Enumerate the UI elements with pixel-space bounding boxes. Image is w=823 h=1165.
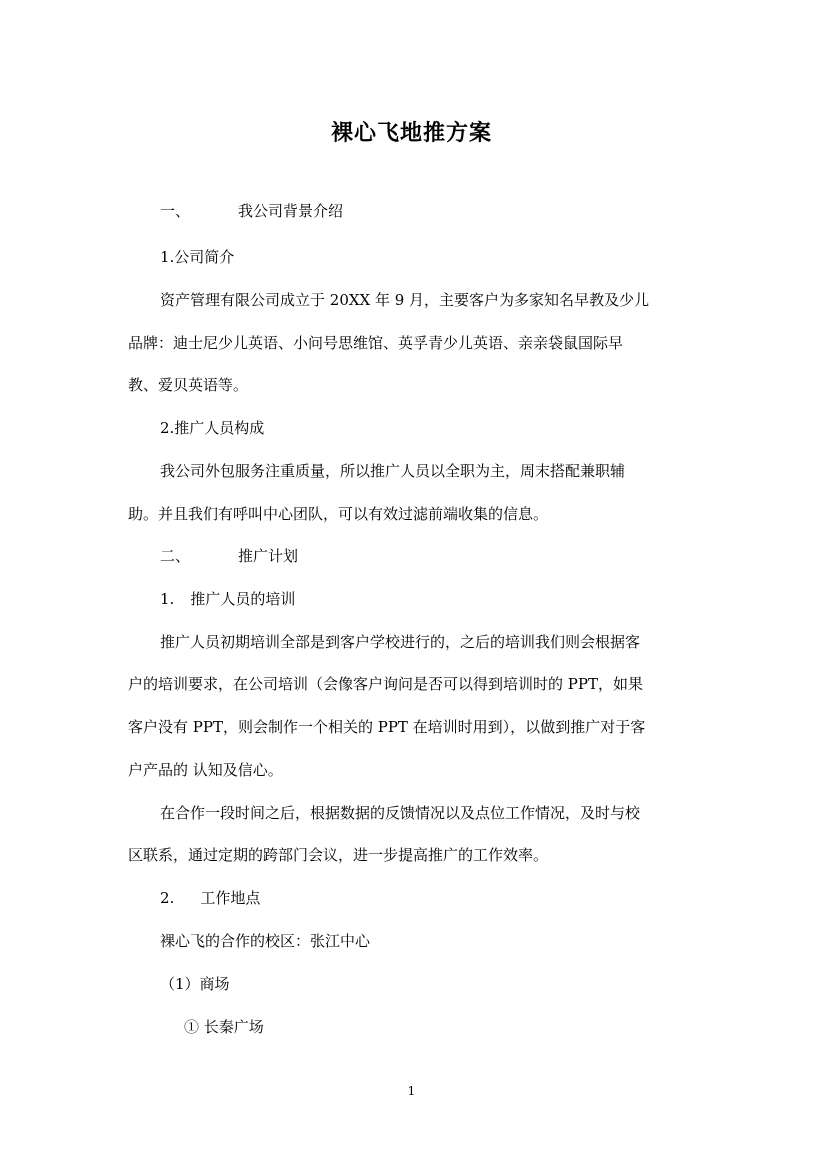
paragraph-line: 在合作一段时间之后，根据数据的反馈情况以及点位工作情况，及时与校 xyxy=(160,804,641,822)
paragraph-line: 资产管理有限公司成立于 20XX 年 9 月，主要客户为多家知名早教及少儿 xyxy=(160,291,650,309)
paragraph-line: 品牌：迪士尼少儿英语、小问号思维馆、英孚青少儿英语、亲亲袋鼠国际早 xyxy=(128,334,624,352)
section-1-heading xyxy=(160,200,343,222)
paragraph-line: 区联系，通过定期的跨部门会议，进一步提高推广的工作效率。 xyxy=(128,846,549,864)
subsection-company-intro: 1.公司简介 xyxy=(160,248,235,266)
subsection-number: 2. xyxy=(160,889,175,907)
subsection-title: 推广人员的培训 xyxy=(190,590,296,608)
paragraph-line: 户的培训要求，在公司培训（会像客户询问是否可以得到培训时的 PPT，如果 xyxy=(128,675,643,693)
section-1-number: 一、 xyxy=(160,202,191,220)
list-item-mall: （1）商场 xyxy=(160,975,230,993)
subsection-title: 工作地点 xyxy=(200,889,261,907)
subsection-work-location xyxy=(160,887,260,909)
paragraph-line: 我公司外包服务注重质量，所以推广人员以全职为主，周末搭配兼职辅 xyxy=(160,462,626,480)
section-1-title: 我公司背景介绍 xyxy=(238,202,344,220)
paragraph-line: 户产品的 认知及信心。 xyxy=(128,761,283,779)
section-2-heading xyxy=(160,545,298,567)
paragraph-line: 客户没有 PPT，则会制作一个相关的 PPT 在培训时用到），以做到推广对于客 xyxy=(128,718,646,736)
subsection-staff-training xyxy=(160,588,295,610)
subsection-number: 1. xyxy=(160,590,175,608)
subsection-staff-composition: 2.推广人员构成 xyxy=(160,419,265,437)
section-2-title: 推广计划 xyxy=(238,547,299,565)
paragraph-line: 助。并且我们有呼叫中心团队，可以有效过滤前端收集的信息。 xyxy=(128,505,549,523)
paragraph-line: 推广人员初期培训全部是到客户学校进行的，之后的培训我们则会根据客 xyxy=(160,633,641,651)
page-number: 1 xyxy=(407,1084,416,1098)
paragraph-line: 教、爱贝英语等。 xyxy=(128,376,249,394)
list-item-location: ① 长秦广场 xyxy=(184,1018,264,1036)
document-title: 裸心飞地推方案 xyxy=(330,120,492,146)
section-2-number: 二、 xyxy=(160,547,191,565)
paragraph-line: 裸心飞的合作的校区：张江中心 xyxy=(160,932,371,950)
